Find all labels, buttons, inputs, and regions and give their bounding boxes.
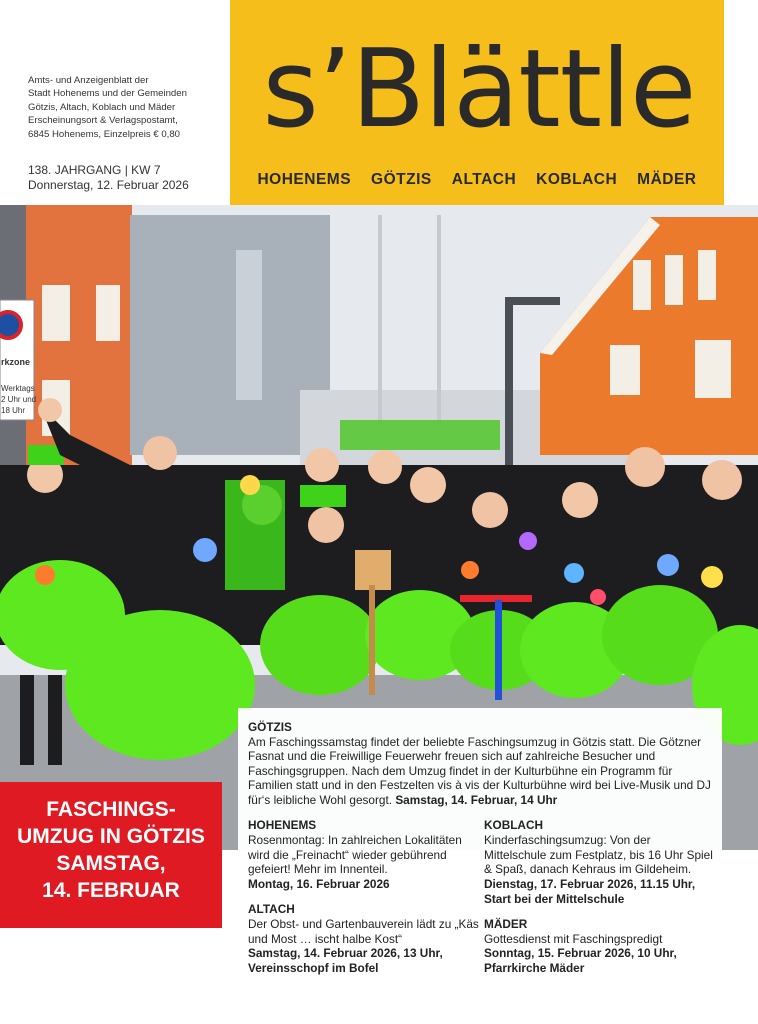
events-right-column [484,818,716,986]
legs [20,675,34,765]
flower [590,589,606,605]
issue-date: Donnerstag, 12. Februar 2026 [28,178,189,192]
issue-info [28,163,228,193]
flower [657,554,679,576]
badge-line: UMZUG IN GÖTZIS [17,825,205,848]
sign-text: 2 Uhr und [1,395,37,404]
green-headdress [340,420,500,450]
masthead-line: Amts- und Anzeigenblatt der [28,75,149,86]
green-tutu [260,595,380,695]
logo-towns [230,171,724,189]
face [625,447,665,487]
event-text: Der Obst- und Gartenbauverein lädt zu „Käs und Most … ischt halbe Kost“ [248,916,479,946]
tower-window [96,285,120,341]
flower [461,561,479,579]
face [410,467,446,503]
event-when: Dienstag, 17. Februar 2026, 11.15 Uhr, Start bei der Mittelschule [484,877,696,906]
house-window [633,260,651,310]
event-text: Gottesdienst mit Faschingspredigt [484,931,663,946]
masthead-line: Götzis, Altach, Koblach und Mäder [28,101,176,113]
face [368,450,402,484]
face [702,460,742,500]
event-when: Sonntag, 15. Februar 2026, 10 Uhr, Pfarrkirche Mäder [484,946,677,976]
event-title: ALTACH [248,901,295,916]
events-left-column [248,818,480,986]
green-tutu [65,610,255,760]
flower [564,563,584,583]
event-title: HOHENEMS [248,818,317,832]
wooden-sign [355,550,391,590]
flower [519,532,537,550]
event-hohenems [248,818,480,892]
event-goetzis [248,720,718,808]
flower [240,475,260,495]
issue-number: 138. JAHRGANG | KW 7 [28,163,161,177]
street-lamp [505,300,513,480]
masthead-line: Stadt Hohenems und der Gemeinden [28,88,187,100]
badge-line: FASCHINGS- [46,798,176,821]
event-koblach [484,818,716,907]
face [562,482,598,518]
flag-pole [437,215,441,425]
badge-line: 14. FEBRUAR [42,879,180,902]
event-title: GÖTZIS [248,720,292,734]
face [143,436,177,470]
masthead-line: Erscheinungsort & Verlagspostamt, [28,115,178,127]
town-koblach: KOBLACH [536,171,618,188]
event-when: Samstag, 14. Februar, 14 Uhr [395,792,558,807]
flower [701,566,723,588]
masthead-info [28,74,228,141]
event-when: Montag, 16. Februar 2026 [248,877,390,892]
flag-pole [378,215,382,425]
blue-pole [495,600,502,700]
sign-text: Werktags [1,384,35,393]
grey-building-windows [236,250,262,400]
badge-line: SAMSTAG, [56,852,166,875]
house-window [610,345,640,395]
event-altach [248,902,480,976]
event-when: Samstag, 14. Februar 2026, 13 Uhr, Vereinsschopf im Bofel [248,946,443,976]
events-box [238,708,722,1024]
wooden-sign-stick [369,585,375,695]
street-lamp-arm [505,297,560,305]
hand [38,398,62,422]
house-window [698,250,716,300]
green-wig [225,480,285,590]
house-window [665,255,683,305]
logo-title: s’Blättle [262,27,696,152]
masthead-line: 6845 Hohenems, Einzelpreis € 0,80 [28,128,180,140]
house-window [695,340,731,398]
flower [35,565,55,585]
face [305,448,339,482]
legs [48,675,62,765]
tower-window [42,285,70,341]
town-altach: ALTACH [451,171,517,188]
sign-text: 18 Uhr [1,406,26,415]
town-goetzis: GÖTZIS [371,171,432,188]
event-title: MÄDER [484,916,528,931]
green-headdress [300,485,346,507]
town-maeder: MÄDER [637,171,697,188]
town-hohenems: HOHENEMS [257,171,352,188]
logo-box [230,0,724,217]
face [308,507,344,543]
sign-text: rkzone [1,357,31,367]
flower [193,538,217,562]
event-text: Rosenmontag: In zahlreichen Lokalitäten wird die „Freinacht“ wieder gebührend gefeiert! Mehr im Innenteil. [248,832,462,877]
event-text: Am Faschingssamstag findet der beliebte Faschingsumzug in Götzis statt. Die Götzner Fasnat und die Freiwillige Feuerwehr freuen sich auf zahlreiche Besucher und Faschingsgruppen. Nach dem Umzug findet in der Kulturbühne ein Programm für Familien statt und in den Festzelten vis à vis der Kulturbühne wird bei Live-Musik und DJ für‘s leibliche Wohl gesorgt. [248,734,711,807]
event-title: KOBLACH [484,818,543,832]
event-maeder [484,917,716,976]
headline-badge [0,782,222,928]
face [472,492,508,528]
event-text: Kinderfaschingsumzug: Von der Mittelschule zum Festplatz, bis 16 Uhr Spiel & Spaß, danach Kehraus im Gildeheim. [484,832,713,877]
